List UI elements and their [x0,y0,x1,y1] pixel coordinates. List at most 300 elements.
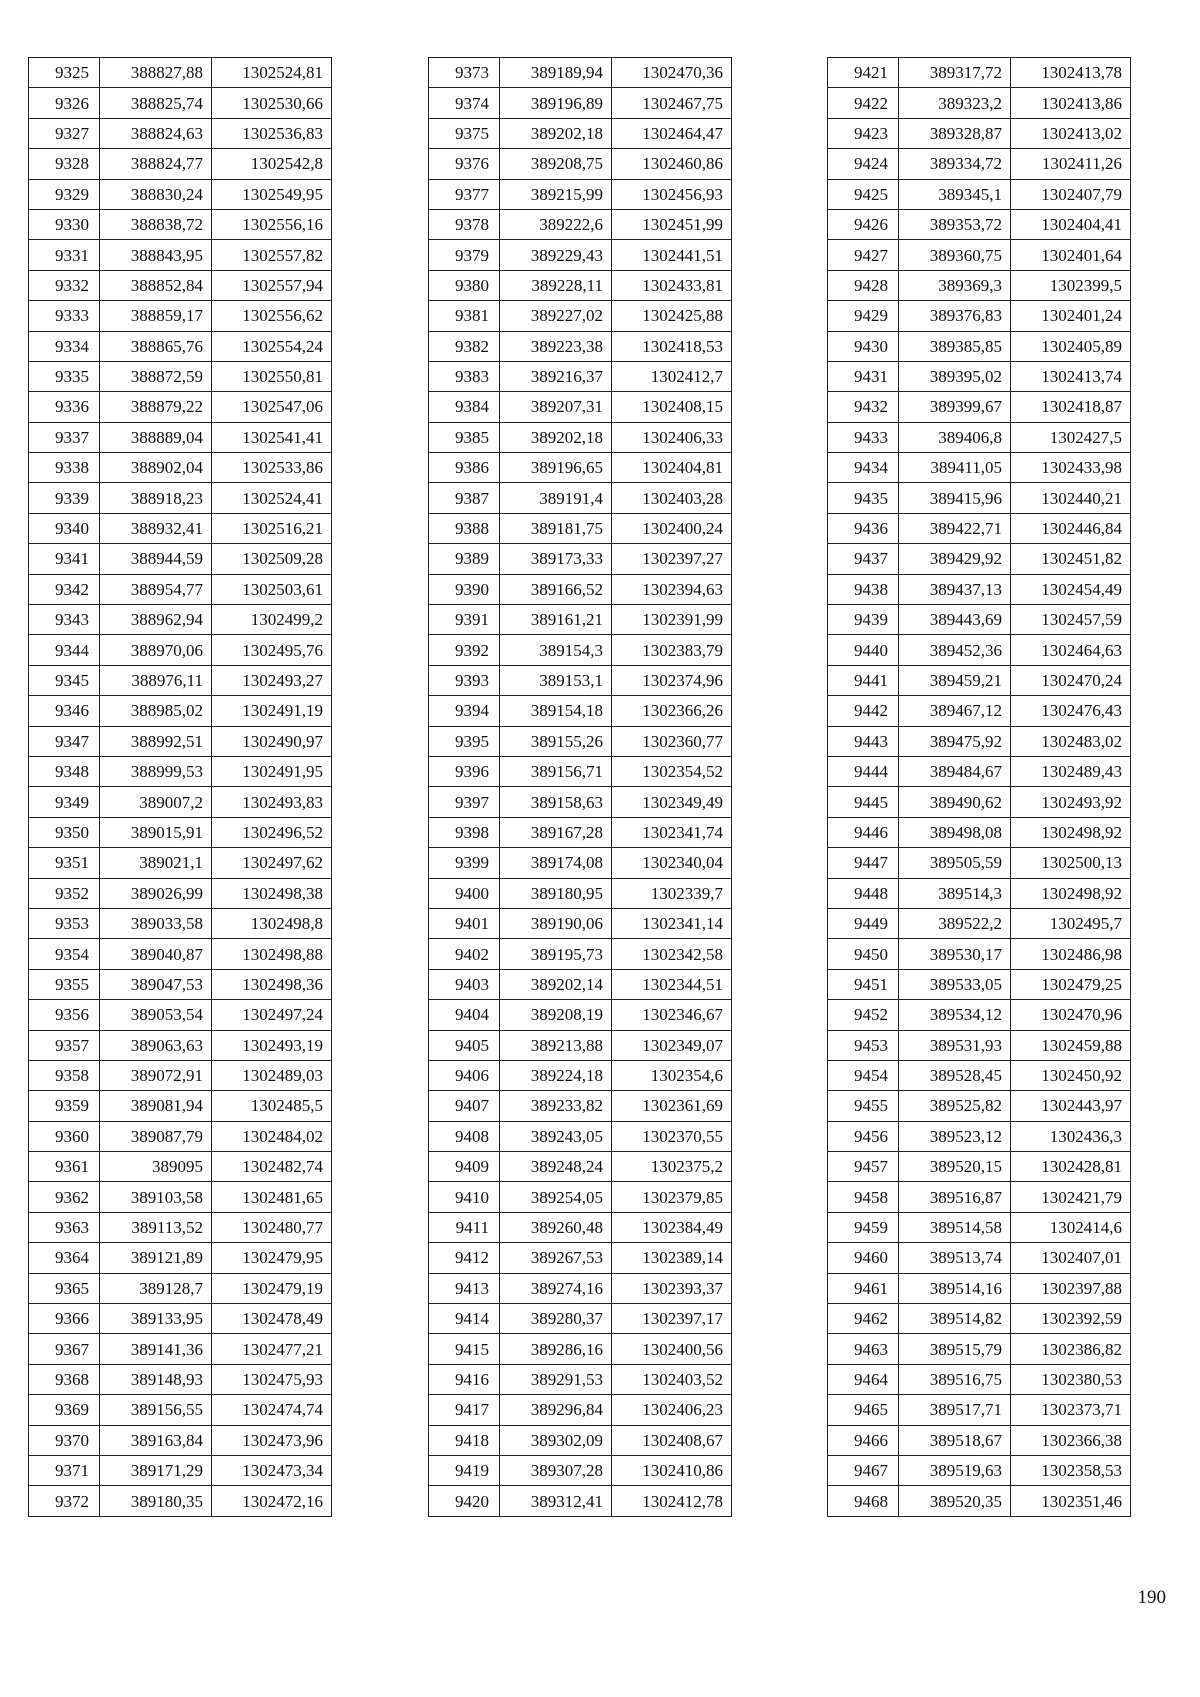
x-coordinate-cell: 389517,71 [899,1395,1011,1425]
x-coordinate-cell: 389191,4 [500,483,612,513]
y-coordinate-cell: 1302454,49 [1011,574,1131,604]
table-row [29,908,332,938]
point-number-cell: 9464 [828,1364,899,1394]
point-number-cell: 9398 [429,817,500,847]
x-coordinate-cell: 389208,19 [500,1000,612,1030]
point-number-cell: 9407 [429,1091,500,1121]
y-coordinate-cell: 1302493,92 [1011,787,1131,817]
table-row [429,696,732,726]
x-coordinate-cell: 389520,15 [899,1152,1011,1182]
x-coordinate-cell: 389406,8 [899,422,1011,452]
table-row [29,544,332,574]
point-number-cell: 9336 [29,392,100,422]
table-row [429,209,732,239]
y-coordinate-cell: 1302472,16 [212,1486,332,1516]
point-number-cell: 9381 [429,301,500,331]
table-row [828,1121,1131,1151]
x-coordinate-cell: 389522,2 [899,908,1011,938]
point-number-cell: 9419 [429,1455,500,1485]
table-row [429,544,732,574]
y-coordinate-cell: 1302349,49 [612,787,732,817]
point-number-cell: 9455 [828,1091,899,1121]
point-number-cell: 9334 [29,331,100,361]
x-coordinate-cell: 389174,08 [500,848,612,878]
x-coordinate-cell: 388889,04 [100,422,212,452]
y-coordinate-cell: 1302366,26 [612,696,732,726]
point-number-cell: 9357 [29,1030,100,1060]
x-coordinate-cell: 389360,75 [899,240,1011,270]
y-coordinate-cell: 1302464,47 [612,118,732,148]
table-row [828,392,1131,422]
table-row [429,179,732,209]
table-row [429,939,732,969]
y-coordinate-cell: 1302397,17 [612,1304,732,1334]
point-number-cell: 9353 [29,908,100,938]
y-coordinate-cell: 1302496,52 [212,817,332,847]
y-coordinate-cell: 1302451,99 [612,209,732,239]
x-coordinate-cell: 389369,3 [899,270,1011,300]
table-row [429,483,732,513]
point-number-cell: 9397 [429,787,500,817]
x-coordinate-cell: 389514,82 [899,1304,1011,1334]
y-coordinate-cell: 1302470,36 [612,58,732,88]
point-number-cell: 9388 [429,513,500,543]
point-number-cell: 9360 [29,1121,100,1151]
table-row [29,1334,332,1364]
y-coordinate-cell: 1302491,95 [212,756,332,786]
x-coordinate-cell: 389280,37 [500,1304,612,1334]
table-row [29,301,332,331]
point-number-cell: 9416 [429,1364,500,1394]
point-number-cell: 9354 [29,939,100,969]
y-coordinate-cell: 1302475,93 [212,1364,332,1394]
y-coordinate-cell: 1302556,16 [212,209,332,239]
x-coordinate-cell: 388827,88 [100,58,212,88]
table-row [828,544,1131,574]
table-row [429,1455,732,1485]
y-coordinate-cell: 1302473,34 [212,1455,332,1485]
table-row [828,939,1131,969]
table-row [29,513,332,543]
table-row [29,1060,332,1090]
point-number-cell: 9327 [29,118,100,148]
x-coordinate-cell: 389026,99 [100,878,212,908]
y-coordinate-cell: 1302403,52 [612,1364,732,1394]
x-coordinate-cell: 389223,38 [500,331,612,361]
y-coordinate-cell: 1302485,5 [212,1091,332,1121]
x-coordinate-cell: 389213,88 [500,1030,612,1060]
point-number-cell: 9393 [429,665,500,695]
x-coordinate-cell: 389533,05 [899,969,1011,999]
y-coordinate-cell: 1302443,97 [1011,1091,1131,1121]
point-number-cell: 9404 [429,1000,500,1030]
table-row [828,1060,1131,1090]
table-row [29,1243,332,1273]
table-row [828,908,1131,938]
x-coordinate-cell: 389513,74 [899,1243,1011,1273]
point-number-cell: 9454 [828,1060,899,1090]
point-number-cell: 9364 [29,1243,100,1273]
table-row [29,483,332,513]
x-coordinate-cell: 389154,18 [500,696,612,726]
table-row [29,1182,332,1212]
y-coordinate-cell: 1302340,04 [612,848,732,878]
point-number-cell: 9463 [828,1334,899,1364]
y-coordinate-cell: 1302470,96 [1011,1000,1131,1030]
table-row [429,665,732,695]
y-coordinate-cell: 1302547,06 [212,392,332,422]
y-coordinate-cell: 1302470,24 [1011,665,1131,695]
x-coordinate-cell: 388962,94 [100,605,212,635]
y-coordinate-cell: 1302556,62 [212,301,332,331]
y-coordinate-cell: 1302412,7 [612,361,732,391]
point-number-cell: 9430 [828,331,899,361]
y-coordinate-cell: 1302557,82 [212,240,332,270]
x-coordinate-cell: 389189,94 [500,58,612,88]
x-coordinate-cell: 388872,59 [100,361,212,391]
table-row [828,1304,1131,1334]
y-coordinate-cell: 1302412,78 [612,1486,732,1516]
point-number-cell: 9386 [429,453,500,483]
point-number-cell: 9389 [429,544,500,574]
y-coordinate-cell: 1302541,41 [212,422,332,452]
x-coordinate-cell: 389422,71 [899,513,1011,543]
x-coordinate-cell: 388838,72 [100,209,212,239]
table-row [29,878,332,908]
x-coordinate-cell: 389530,17 [899,939,1011,969]
y-coordinate-cell: 1302346,67 [612,1000,732,1030]
point-number-cell: 9392 [429,635,500,665]
point-number-cell: 9344 [29,635,100,665]
x-coordinate-cell: 388970,06 [100,635,212,665]
x-coordinate-cell: 389274,16 [500,1273,612,1303]
y-coordinate-cell: 1302418,87 [1011,392,1131,422]
point-number-cell: 9462 [828,1304,899,1334]
point-number-cell: 9367 [29,1334,100,1364]
x-coordinate-cell: 389171,29 [100,1455,212,1485]
point-number-cell: 9421 [828,58,899,88]
table-row [29,209,332,239]
point-number-cell: 9403 [429,969,500,999]
table-row [429,1304,732,1334]
table-row [828,1182,1131,1212]
point-number-cell: 9383 [429,361,500,391]
x-coordinate-cell: 389021,1 [100,848,212,878]
table-row [29,1304,332,1334]
x-coordinate-cell: 389523,12 [899,1121,1011,1151]
y-coordinate-cell: 1302457,59 [1011,605,1131,635]
point-number-cell: 9433 [828,422,899,452]
point-number-cell: 9351 [29,848,100,878]
table-row [429,240,732,270]
y-coordinate-cell: 1302379,85 [612,1182,732,1212]
point-number-cell: 9359 [29,1091,100,1121]
x-coordinate-cell: 389222,6 [500,209,612,239]
table-row [29,270,332,300]
table-row [29,969,332,999]
x-coordinate-cell: 389516,75 [899,1364,1011,1394]
y-coordinate-cell: 1302421,79 [1011,1182,1131,1212]
point-number-cell: 9435 [828,483,899,513]
y-coordinate-cell: 1302374,96 [612,665,732,695]
table-row [429,1243,732,1273]
table-row [429,605,732,635]
x-coordinate-cell: 389033,58 [100,908,212,938]
x-coordinate-cell: 389399,67 [899,392,1011,422]
point-number-cell: 9343 [29,605,100,635]
y-coordinate-cell: 1302386,82 [1011,1334,1131,1364]
table-row [828,240,1131,270]
x-coordinate-cell: 389514,16 [899,1273,1011,1303]
x-coordinate-cell: 389528,45 [899,1060,1011,1090]
table-row [828,1243,1131,1273]
table-row [429,1030,732,1060]
y-coordinate-cell: 1302339,7 [612,878,732,908]
y-coordinate-cell: 1302401,24 [1011,301,1131,331]
x-coordinate-cell: 389161,21 [500,605,612,635]
table-row [29,118,332,148]
table-row [29,1000,332,1030]
table-row [828,301,1131,331]
x-coordinate-cell: 389095 [100,1152,212,1182]
x-coordinate-cell: 389156,71 [500,756,612,786]
point-number-cell: 9412 [429,1243,500,1273]
y-coordinate-cell: 1302433,98 [1011,453,1131,483]
table-row [29,361,332,391]
y-coordinate-cell: 1302360,77 [612,726,732,756]
table-row [828,1152,1131,1182]
x-coordinate-cell: 389519,63 [899,1455,1011,1485]
table-row [429,1091,732,1121]
x-coordinate-cell: 389195,73 [500,939,612,969]
x-coordinate-cell: 388976,11 [100,665,212,695]
y-coordinate-cell: 1302480,77 [212,1212,332,1242]
table-row [429,392,732,422]
point-number-cell: 9429 [828,301,899,331]
point-number-cell: 9329 [29,179,100,209]
table-row [29,1395,332,1425]
y-coordinate-cell: 1302408,67 [612,1425,732,1455]
x-coordinate-cell: 389302,09 [500,1425,612,1455]
y-coordinate-cell: 1302498,92 [1011,878,1131,908]
table-row [828,1455,1131,1485]
point-number-cell: 9448 [828,878,899,908]
table-row [429,1121,732,1151]
table-row [828,453,1131,483]
point-number-cell: 9377 [429,179,500,209]
x-coordinate-cell: 389103,58 [100,1182,212,1212]
table-row [29,1091,332,1121]
table-row [29,422,332,452]
point-number-cell: 9361 [29,1152,100,1182]
table-row [29,58,332,88]
point-number-cell: 9402 [429,939,500,969]
x-coordinate-cell: 389520,35 [899,1486,1011,1516]
y-coordinate-cell: 1302498,8 [212,908,332,938]
point-number-cell: 9418 [429,1425,500,1455]
point-number-cell: 9459 [828,1212,899,1242]
point-number-cell: 9395 [429,726,500,756]
y-coordinate-cell: 1302405,89 [1011,331,1131,361]
point-number-cell: 9437 [828,544,899,574]
x-coordinate-cell: 389216,37 [500,361,612,391]
y-coordinate-cell: 1302497,24 [212,1000,332,1030]
point-number-cell: 9332 [29,270,100,300]
x-coordinate-cell: 389133,95 [100,1304,212,1334]
x-coordinate-cell: 389173,33 [500,544,612,574]
point-number-cell: 9401 [429,908,500,938]
point-number-cell: 9447 [828,848,899,878]
point-number-cell: 9414 [429,1304,500,1334]
x-coordinate-cell: 389233,82 [500,1091,612,1121]
y-coordinate-cell: 1302351,46 [1011,1486,1131,1516]
table-row [29,787,332,817]
point-number-cell: 9420 [429,1486,500,1516]
x-coordinate-cell: 389156,55 [100,1395,212,1425]
point-number-cell: 9341 [29,544,100,574]
table-row [828,605,1131,635]
x-coordinate-cell: 389202,18 [500,422,612,452]
y-coordinate-cell: 1302436,3 [1011,1121,1131,1151]
point-number-cell: 9363 [29,1212,100,1242]
y-coordinate-cell: 1302456,93 [612,179,732,209]
table-row [29,726,332,756]
y-coordinate-cell: 1302427,5 [1011,422,1131,452]
y-coordinate-cell: 1302400,24 [612,513,732,543]
point-number-cell: 9431 [828,361,899,391]
point-number-cell: 9362 [29,1182,100,1212]
point-number-cell: 9358 [29,1060,100,1090]
table-row [828,361,1131,391]
table-row [828,1425,1131,1455]
y-coordinate-cell: 1302533,86 [212,453,332,483]
table-row [429,574,732,604]
y-coordinate-cell: 1302407,01 [1011,1243,1131,1273]
x-coordinate-cell: 389531,93 [899,1030,1011,1060]
table-row [429,58,732,88]
table-row [429,635,732,665]
table-row [429,878,732,908]
point-number-cell: 9387 [429,483,500,513]
point-number-cell: 9465 [828,1395,899,1425]
y-coordinate-cell: 1302498,38 [212,878,332,908]
x-coordinate-cell: 389415,96 [899,483,1011,513]
y-coordinate-cell: 1302373,71 [1011,1395,1131,1425]
y-coordinate-cell: 1302397,88 [1011,1273,1131,1303]
table-row [828,665,1131,695]
x-coordinate-cell: 388865,76 [100,331,212,361]
y-coordinate-cell: 1302366,38 [1011,1425,1131,1455]
y-coordinate-cell: 1302354,52 [612,756,732,786]
x-coordinate-cell: 389229,43 [500,240,612,270]
table-row [429,88,732,118]
table-row [429,331,732,361]
y-coordinate-cell: 1302489,03 [212,1060,332,1090]
y-coordinate-cell: 1302542,8 [212,149,332,179]
x-coordinate-cell: 388843,95 [100,240,212,270]
point-number-cell: 9446 [828,817,899,847]
x-coordinate-cell: 389254,05 [500,1182,612,1212]
x-coordinate-cell: 388824,63 [100,118,212,148]
y-coordinate-cell: 1302341,14 [612,908,732,938]
y-coordinate-cell: 1302460,86 [612,149,732,179]
table-row [29,696,332,726]
y-coordinate-cell: 1302414,6 [1011,1212,1131,1242]
point-number-cell: 9382 [429,331,500,361]
y-coordinate-cell: 1302391,99 [612,605,732,635]
table-row [429,1182,732,1212]
x-coordinate-cell: 389514,58 [899,1212,1011,1242]
y-coordinate-cell: 1302495,7 [1011,908,1131,938]
table-row [828,756,1131,786]
x-coordinate-cell: 389385,85 [899,331,1011,361]
y-coordinate-cell: 1302490,97 [212,726,332,756]
point-number-cell: 9396 [429,756,500,786]
table-row [29,149,332,179]
x-coordinate-cell: 389260,48 [500,1212,612,1242]
x-coordinate-cell: 388992,51 [100,726,212,756]
y-coordinate-cell: 1302474,74 [212,1395,332,1425]
y-coordinate-cell: 1302464,63 [1011,635,1131,665]
table-row [429,1334,732,1364]
point-number-cell: 9366 [29,1304,100,1334]
x-coordinate-cell: 389248,24 [500,1152,612,1182]
table-row [429,1425,732,1455]
point-number-cell: 9460 [828,1243,899,1273]
table-row [29,1030,332,1060]
point-number-cell: 9378 [429,209,500,239]
x-coordinate-cell: 389286,16 [500,1334,612,1364]
table-row [429,118,732,148]
point-number-cell: 9352 [29,878,100,908]
x-coordinate-cell: 389323,2 [899,88,1011,118]
point-number-cell: 9399 [429,848,500,878]
table-row [828,969,1131,999]
table-row [828,209,1131,239]
table-row [429,1364,732,1394]
y-coordinate-cell: 1302354,6 [612,1060,732,1090]
x-coordinate-cell: 388999,53 [100,756,212,786]
point-number-cell: 9375 [429,118,500,148]
y-coordinate-cell: 1302516,21 [212,513,332,543]
table-row [828,635,1131,665]
point-number-cell: 9415 [429,1334,500,1364]
point-number-cell: 9432 [828,392,899,422]
table-row [29,392,332,422]
y-coordinate-cell: 1302476,43 [1011,696,1131,726]
table-row [828,878,1131,908]
table-row [429,817,732,847]
x-coordinate-cell: 388830,24 [100,179,212,209]
point-number-cell: 9461 [828,1273,899,1303]
point-number-cell: 9445 [828,787,899,817]
x-coordinate-cell: 389243,05 [500,1121,612,1151]
point-number-cell: 9338 [29,453,100,483]
x-coordinate-cell: 389141,36 [100,1334,212,1364]
point-number-cell: 9337 [29,422,100,452]
table-row [828,331,1131,361]
table-row [429,270,732,300]
x-coordinate-cell: 389167,28 [500,817,612,847]
x-coordinate-cell: 389227,02 [500,301,612,331]
x-coordinate-cell: 389498,08 [899,817,1011,847]
table-row [29,665,332,695]
y-coordinate-cell: 1302394,63 [612,574,732,604]
point-number-cell: 9442 [828,696,899,726]
point-number-cell: 9391 [429,605,500,635]
y-coordinate-cell: 1302530,66 [212,88,332,118]
point-number-cell: 9440 [828,635,899,665]
